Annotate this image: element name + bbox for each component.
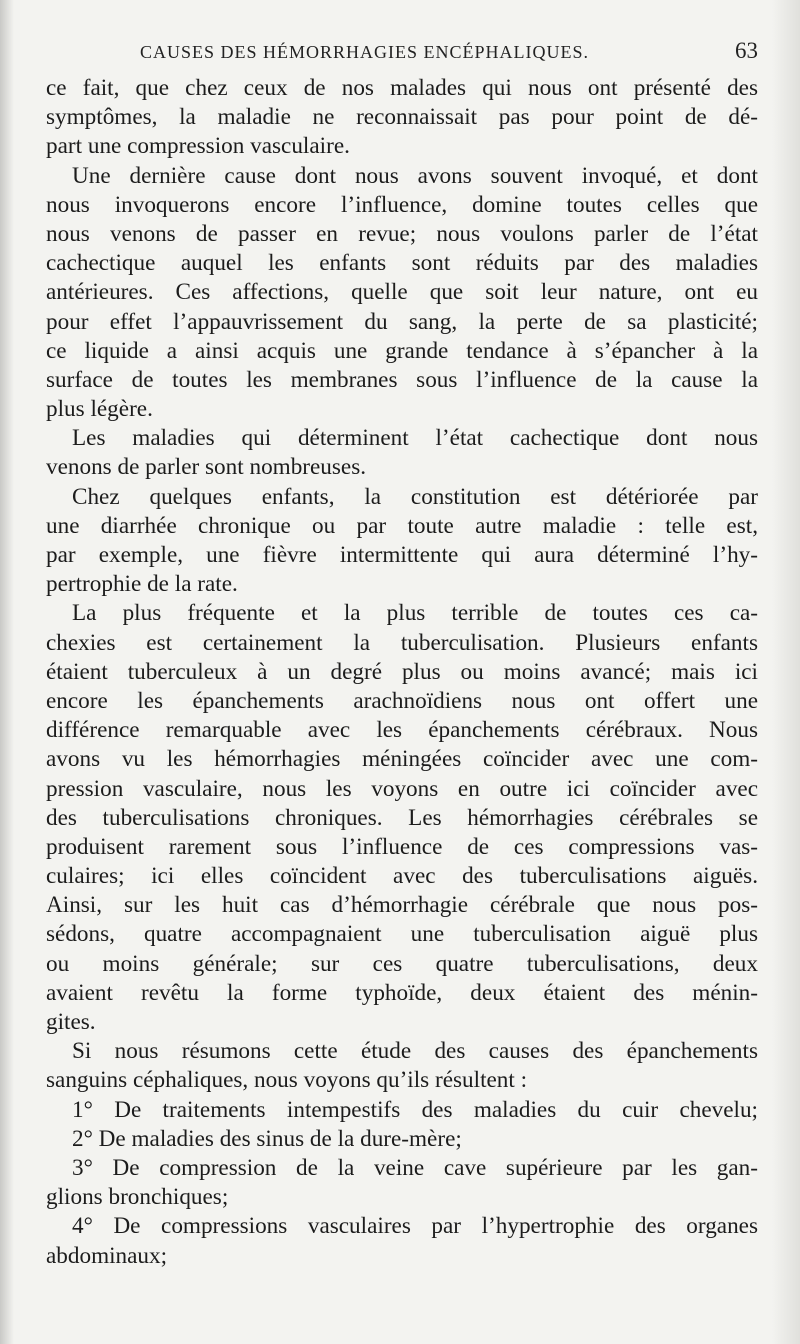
text-line: Chez quelques enfants, la constitution est détériorée par bbox=[72, 483, 758, 510]
text-line: encore les épanchements arachnoïdiens nous ont offert une bbox=[46, 687, 758, 714]
text-line: chexies est certainement la tuberculisation. Plusieurs enfants bbox=[46, 629, 758, 656]
text-line: La plus fréquente et la plus terrible de toutes ces ca- bbox=[72, 600, 758, 627]
text-line: antérieures. Ces affections, quelle que soit leur nature, ont eu bbox=[46, 279, 758, 306]
page-number: 63 bbox=[735, 38, 758, 63]
list-item: 3° De compression de la veine cave supérieure par les gan- bbox=[72, 1154, 758, 1181]
list-item: 1° De traitements intempestifs des maladies du cuir chevelu; bbox=[72, 1096, 758, 1123]
text-line: nous venons de passer en revue; nous voulons parler de l’état bbox=[46, 220, 758, 247]
text-line: sédons, quatre accompagnaient une tuberculisation aiguë plus bbox=[46, 921, 758, 948]
list-item: 2° De maladies des sinus de la dure-mère; bbox=[72, 1125, 462, 1152]
body-text bbox=[46, 74, 758, 1271]
text-line: Les maladies qui déterminent l’état cachectique dont nous bbox=[72, 425, 758, 452]
text-line: étaient tuberculeux à un degré plus ou moins avancé; mais ici bbox=[46, 658, 758, 685]
text-line: ou moins générale; sur ces quatre tuberculisations, deux bbox=[46, 950, 758, 977]
text-line: par exemple, une fièvre intermittente qui aura déterminé l’hy- bbox=[46, 542, 758, 568]
page-gutter-shadow bbox=[0, 0, 14, 1344]
text-line: Si nous résumons cette étude des causes des épanchements bbox=[72, 1038, 758, 1065]
text-line: glions bronchiques; bbox=[46, 1184, 229, 1211]
text-line: venons de parler sont nombreuses. bbox=[46, 454, 367, 481]
text-line: ce fait, que chez ceux de nos malades qui nous ont présenté des bbox=[46, 75, 758, 101]
text-line: des tuberculisations chroniques. Les hémorrhagies cérébrales se bbox=[46, 804, 758, 831]
text-line: cachectique auquel les enfants sont réduits par des maladies bbox=[46, 250, 758, 277]
text-line: avaient revêtu la forme typhoïde, deux étaient des ménin- bbox=[46, 979, 758, 1006]
text-line: gites. bbox=[46, 1009, 96, 1035]
text-line: sanguins céphaliques, nous voyons qu’ils résultent : bbox=[46, 1067, 528, 1094]
text-line: avons vu les hémorrhagies méningées coïncider avec une com- bbox=[46, 746, 758, 773]
page-edge-shade bbox=[772, 0, 800, 1344]
text-line: pour effet l’appauvrissement du sang, la perte de sa plasticité; bbox=[46, 308, 758, 335]
text-line: produisent rarement sous l’influence de ces compressions vas- bbox=[46, 833, 758, 860]
text-line: Une dernière cause dont nous avons souvent invoqué, et dont bbox=[72, 162, 758, 189]
text-line: Ainsi, sur les huit cas d’hémorrhagie cérébrale que nous pos- bbox=[46, 892, 758, 919]
text-line: une diarrhée chronique ou par toute autre maladie : telle est, bbox=[46, 512, 758, 539]
text-line: surface de toutes les membranes sous l’influence de la cause la bbox=[46, 366, 758, 393]
list-item: 4° De compressions vasculaires par l’hypertrophie des organes bbox=[72, 1213, 758, 1240]
text-line: différence remarquable avec les épanchements cérébraux. Nous bbox=[46, 717, 758, 744]
text-line: pression vasculaire, nous les voyons en outre ici coïncider avec bbox=[46, 775, 758, 802]
running-title: CAUSES DES HÉMORRHAGIES ENCÉPHALIQUES. bbox=[140, 42, 590, 62]
text-line: part une compression vasculaire. bbox=[46, 133, 350, 160]
text-line: abdominaux; bbox=[46, 1242, 168, 1269]
text-line: nous invoquerons encore l’influence, domine toutes celles que bbox=[46, 191, 758, 218]
text-line: ce liquide a ainsi acquis une grande tendance à s’épancher à la bbox=[46, 337, 758, 364]
text-line: pertrophie de la rate. bbox=[46, 571, 238, 598]
text-line: culaires; ici elles coïncident avec des tuberculisations aiguës. bbox=[46, 863, 758, 890]
text-line: symptômes, la maladie ne reconnaissait pas pour point de dé- bbox=[46, 104, 758, 131]
text-line: plus légère. bbox=[46, 396, 153, 423]
page-header bbox=[48, 36, 760, 68]
